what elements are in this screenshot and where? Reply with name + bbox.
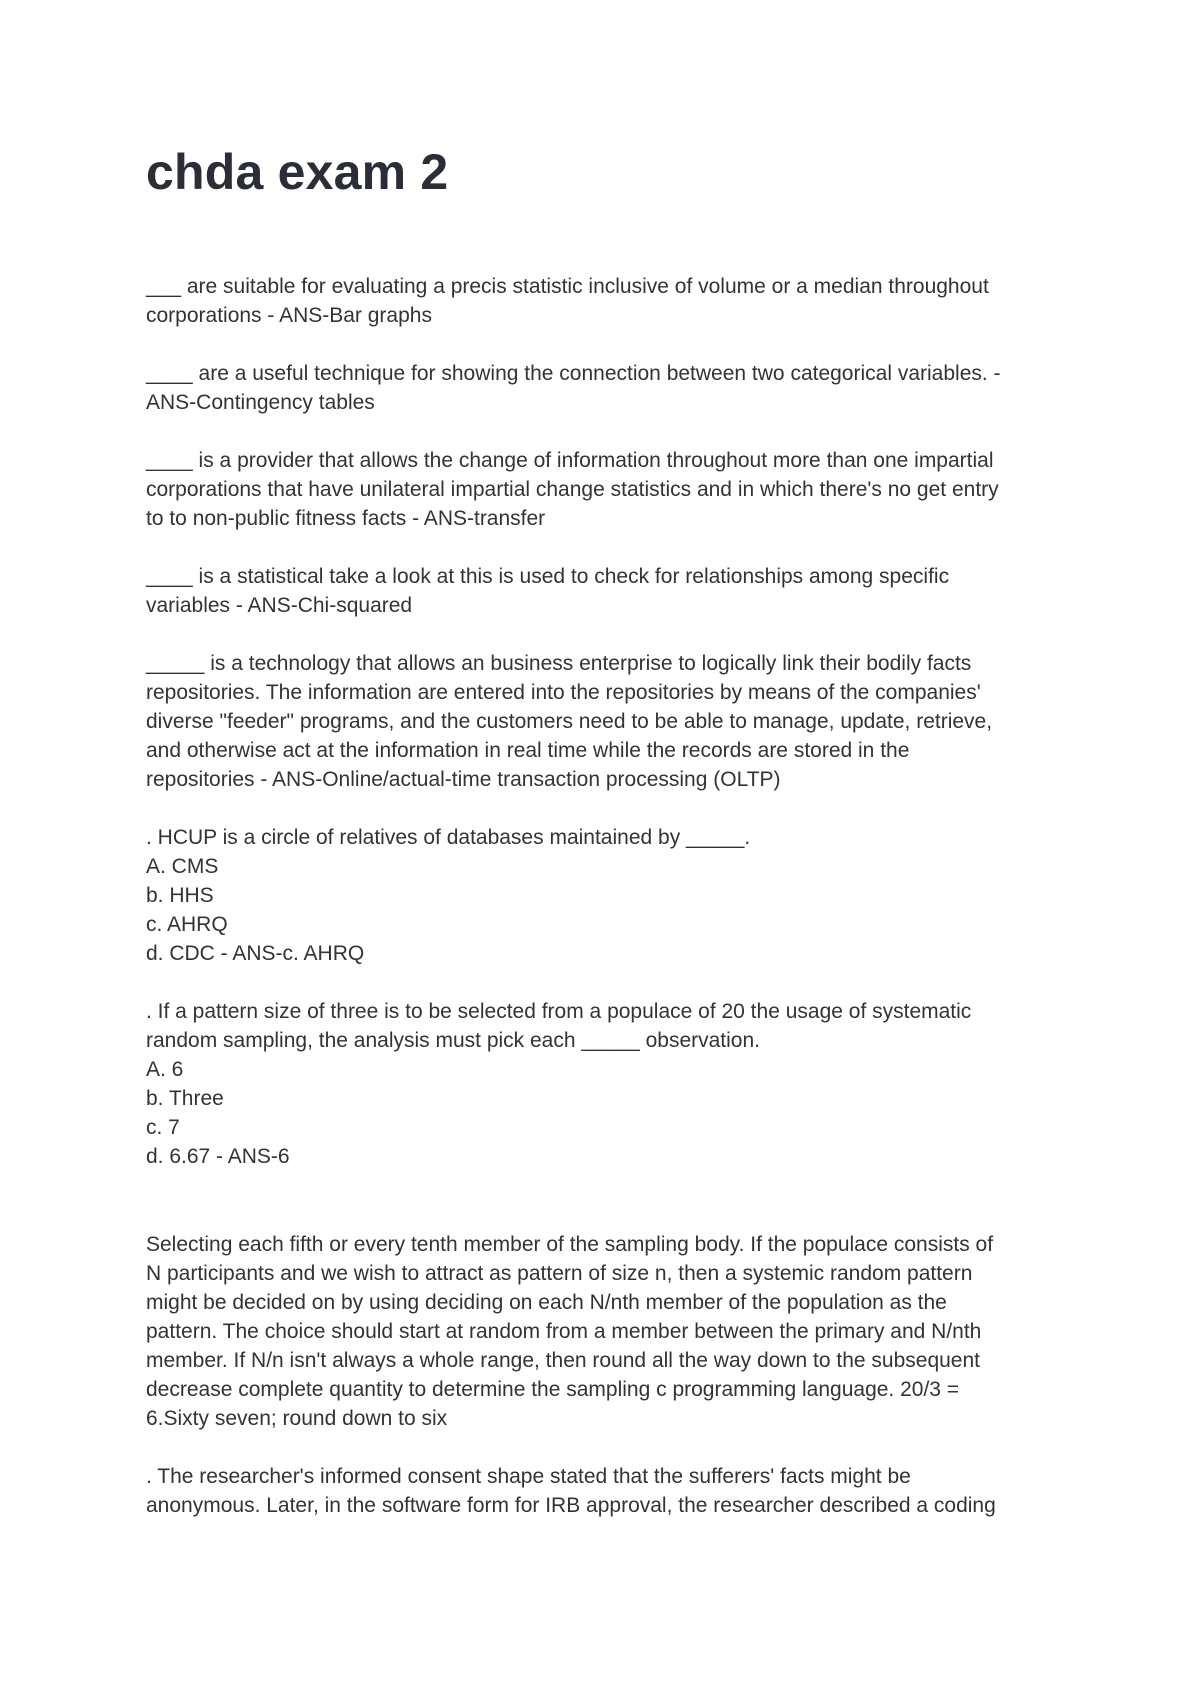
answer-option: c. AHRQ (146, 913, 228, 936)
question-line: random sampling, the analysis must pick each _____ observation. (146, 1029, 761, 1052)
answer-option: A. CMS (146, 855, 219, 878)
explanation-line: N participants and we wish to attract as pattern of size n, then a systemic random pattern (146, 1262, 973, 1285)
explanation-line: pattern. The choice should start at random from a member between the primary and N/nth (146, 1320, 982, 1343)
question-line: . If a pattern size of three is to be selected from a populace of 20 the usage of systematic (146, 1000, 972, 1023)
question-line: to to non-public fitness facts - ANS-transfer (146, 507, 546, 530)
explanation-line: Selecting each fifth or every tenth member of the sampling body. If the populace consists of (146, 1233, 994, 1256)
question-line: corporations that have unilateral impartial change statistics and in which there's no get entry (146, 478, 999, 501)
question-item (146, 359, 1066, 417)
answer-option: d. CDC - ANS-c. AHRQ (146, 942, 365, 965)
question-line: ____ is a provider that allows the change of information throughout more than one impartial (146, 449, 994, 472)
question-item (146, 649, 1066, 794)
document-title: chda exam 2 (146, 144, 449, 200)
question-line: ANS-Contingency tables (146, 391, 375, 414)
question-line: variables - ANS-Chi-squared (146, 594, 413, 617)
explanation-line: member. If N/n isn't always a whole range, then round all the way down to the subsequent (146, 1349, 980, 1372)
answer-option: b. HHS (146, 884, 214, 907)
question-line: and otherwise act at the information in real time while the records are stored in the (146, 739, 910, 762)
question-item (146, 823, 1066, 968)
question-line: repositories. The information are entered into the repositories by means of the companies' (146, 681, 981, 704)
explanation-line: decrease complete quantity to determine the sampling c programming language. 20/3 = (146, 1378, 960, 1401)
question-line: ____ is a statistical take a look at this is used to check for relationships among specific (146, 565, 950, 588)
question-item (146, 997, 1066, 1171)
question-line: . HCUP is a circle of relatives of databases maintained by _____. (146, 826, 751, 849)
question-list (146, 272, 1066, 1549)
question-line: corporations - ANS-Bar graphs (146, 304, 432, 327)
answer-option: d. 6.67 - ANS-6 (146, 1145, 290, 1168)
question-item (146, 1462, 1066, 1520)
answer-option: b. Three (146, 1087, 224, 1110)
explanation-paragraph (146, 1230, 1066, 1433)
question-line: repositories - ANS-Online/actual-time transaction processing (OLTP) (146, 768, 781, 791)
answer-option: c. 7 (146, 1116, 180, 1139)
question-line: diverse "feeder" programs, and the customers need to be able to manage, update, retrieve, (146, 710, 993, 733)
question-line: ____ are a useful technique for showing the connection between two categorical variables. - (146, 362, 1001, 385)
question-item (146, 272, 1066, 330)
question-line: ___ are suitable for evaluating a precis statistic inclusive of volume or a median throughout (146, 275, 989, 298)
question-line: anonymous. Later, in the software form for IRB approval, the researcher described a coding (146, 1494, 996, 1517)
question-line: . The researcher's informed consent shape stated that the sufferers' facts might be (146, 1465, 911, 1488)
question-item (146, 446, 1066, 533)
question-line: _____ is a technology that allows an business enterprise to logically link their bodily facts (146, 652, 972, 675)
explanation-line: 6.Sixty seven; round down to six (146, 1407, 448, 1430)
question-item (146, 562, 1066, 620)
answer-option: A. 6 (146, 1058, 184, 1081)
explanation-line: might be decided on by using deciding on each N/nth member of the population as the (146, 1291, 947, 1314)
